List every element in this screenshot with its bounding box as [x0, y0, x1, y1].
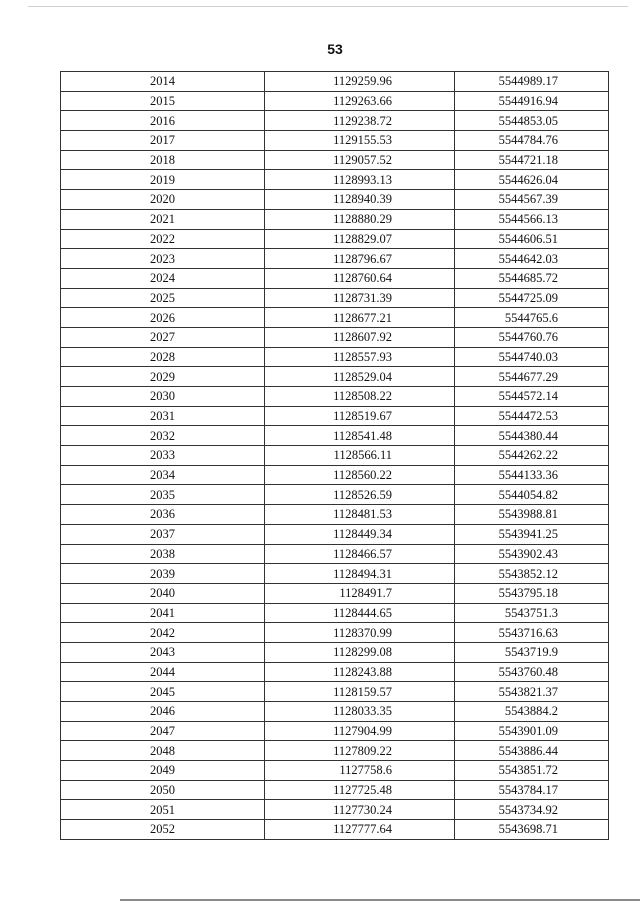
year-cell: 2043	[61, 642, 265, 662]
table-row	[61, 111, 609, 131]
x-coordinate-cell: 1128829.07	[265, 229, 455, 249]
x-coordinate-cell: 1128566.11	[265, 446, 455, 466]
table-row	[61, 642, 609, 662]
y-coordinate-cell: 5543784.17	[455, 780, 609, 800]
year-cell: 2044	[61, 662, 265, 682]
table-row	[61, 603, 609, 623]
x-coordinate-cell: 1129263.66	[265, 91, 455, 111]
table-row	[61, 662, 609, 682]
year-cell: 2026	[61, 308, 265, 328]
y-coordinate-cell: 5543716.63	[455, 623, 609, 643]
table-row	[61, 72, 609, 92]
table-row	[61, 800, 609, 820]
y-coordinate-cell: 5544606.51	[455, 229, 609, 249]
y-coordinate-cell: 5544989.17	[455, 72, 609, 92]
y-coordinate-cell: 5544725.09	[455, 288, 609, 308]
y-coordinate-cell: 5544784.76	[455, 131, 609, 151]
table-row	[61, 367, 609, 387]
table-row	[61, 170, 609, 190]
year-cell: 2035	[61, 485, 265, 505]
table-row	[61, 465, 609, 485]
year-cell: 2034	[61, 465, 265, 485]
table-row	[61, 229, 609, 249]
y-coordinate-cell: 5544380.44	[455, 426, 609, 446]
x-coordinate-cell: 1128880.29	[265, 209, 455, 229]
table-row	[61, 446, 609, 466]
x-coordinate-cell: 1128449.34	[265, 524, 455, 544]
year-cell: 2037	[61, 524, 265, 544]
year-cell: 2031	[61, 406, 265, 426]
year-cell: 2045	[61, 682, 265, 702]
x-coordinate-cell: 1127809.22	[265, 741, 455, 761]
x-coordinate-cell: 1128481.53	[265, 505, 455, 525]
year-cell: 2038	[61, 544, 265, 564]
y-coordinate-cell: 5544685.72	[455, 268, 609, 288]
y-coordinate-cell: 5543901.09	[455, 721, 609, 741]
year-cell: 2030	[61, 387, 265, 407]
y-coordinate-cell: 5543851.72	[455, 761, 609, 781]
y-coordinate-cell: 5544677.29	[455, 367, 609, 387]
year-cell: 2046	[61, 702, 265, 722]
table-row	[61, 249, 609, 269]
year-cell: 2015	[61, 91, 265, 111]
x-coordinate-cell: 1129259.96	[265, 72, 455, 92]
y-coordinate-cell: 5544262.22	[455, 446, 609, 466]
table-row	[61, 190, 609, 210]
table-row	[61, 524, 609, 544]
x-coordinate-cell: 1128796.67	[265, 249, 455, 269]
y-coordinate-cell: 5544133.36	[455, 465, 609, 485]
y-coordinate-cell: 5544054.82	[455, 485, 609, 505]
x-coordinate-cell: 1128159.57	[265, 682, 455, 702]
table-row	[61, 91, 609, 111]
year-cell: 2049	[61, 761, 265, 781]
y-coordinate-cell: 5543886.44	[455, 741, 609, 761]
y-coordinate-cell: 5543760.48	[455, 662, 609, 682]
x-coordinate-cell: 1127904.99	[265, 721, 455, 741]
x-coordinate-cell: 1129057.52	[265, 150, 455, 170]
table-row	[61, 505, 609, 525]
x-coordinate-cell: 1128560.22	[265, 465, 455, 485]
x-coordinate-cell: 1128491.7	[265, 583, 455, 603]
y-coordinate-cell: 5544853.05	[455, 111, 609, 131]
top-rule	[28, 6, 628, 7]
coordinates-table-body	[61, 72, 609, 840]
table-row	[61, 288, 609, 308]
year-cell: 2033	[61, 446, 265, 466]
x-coordinate-cell: 1129238.72	[265, 111, 455, 131]
x-coordinate-cell: 1128993.13	[265, 170, 455, 190]
y-coordinate-cell: 5543821.37	[455, 682, 609, 702]
y-coordinate-cell: 5543941.25	[455, 524, 609, 544]
year-cell: 2050	[61, 780, 265, 800]
x-coordinate-cell: 1128541.48	[265, 426, 455, 446]
x-coordinate-cell: 1128508.22	[265, 387, 455, 407]
y-coordinate-cell: 5543852.12	[455, 564, 609, 584]
y-coordinate-cell: 5544765.6	[455, 308, 609, 328]
year-cell: 2047	[61, 721, 265, 741]
x-coordinate-cell: 1127777.64	[265, 820, 455, 840]
year-cell: 2029	[61, 367, 265, 387]
y-coordinate-cell: 5544566.13	[455, 209, 609, 229]
table-row	[61, 741, 609, 761]
x-coordinate-cell: 1128494.31	[265, 564, 455, 584]
table-row	[61, 544, 609, 564]
table-row	[61, 721, 609, 741]
table-row	[61, 780, 609, 800]
table-row	[61, 564, 609, 584]
year-cell: 2032	[61, 426, 265, 446]
year-cell: 2016	[61, 111, 265, 131]
x-coordinate-cell: 1128519.67	[265, 406, 455, 426]
y-coordinate-cell: 5543751.3	[455, 603, 609, 623]
table-row	[61, 387, 609, 407]
y-coordinate-cell: 5543719.9	[455, 642, 609, 662]
year-cell: 2036	[61, 505, 265, 525]
table-row	[61, 682, 609, 702]
year-cell: 2048	[61, 741, 265, 761]
x-coordinate-cell: 1128529.04	[265, 367, 455, 387]
year-cell: 2021	[61, 209, 265, 229]
year-cell: 2027	[61, 327, 265, 347]
y-coordinate-cell: 5544760.76	[455, 327, 609, 347]
y-coordinate-cell: 5543795.18	[455, 583, 609, 603]
year-cell: 2040	[61, 583, 265, 603]
year-cell: 2025	[61, 288, 265, 308]
table-row	[61, 820, 609, 840]
x-coordinate-cell: 1128940.39	[265, 190, 455, 210]
x-coordinate-cell: 1127730.24	[265, 800, 455, 820]
x-coordinate-cell: 1127725.48	[265, 780, 455, 800]
year-cell: 2020	[61, 190, 265, 210]
coordinates-table	[60, 71, 609, 840]
x-coordinate-cell: 1128557.93	[265, 347, 455, 367]
table-row	[61, 347, 609, 367]
table-row	[61, 268, 609, 288]
y-coordinate-cell: 5544472.53	[455, 406, 609, 426]
year-cell: 2042	[61, 623, 265, 643]
table-row	[61, 761, 609, 781]
table-row	[61, 308, 609, 328]
y-coordinate-cell: 5544626.04	[455, 170, 609, 190]
y-coordinate-cell: 5543698.71	[455, 820, 609, 840]
table-row	[61, 209, 609, 229]
x-coordinate-cell: 1129155.53	[265, 131, 455, 151]
y-coordinate-cell: 5544567.39	[455, 190, 609, 210]
table-row	[61, 583, 609, 603]
year-cell: 2024	[61, 268, 265, 288]
year-cell: 2017	[61, 131, 265, 151]
x-coordinate-cell: 1128243.88	[265, 662, 455, 682]
table-row	[61, 426, 609, 446]
x-coordinate-cell: 1128526.59	[265, 485, 455, 505]
y-coordinate-cell: 5543884.2	[455, 702, 609, 722]
year-cell: 2018	[61, 150, 265, 170]
page-number: 53	[327, 41, 343, 57]
year-cell: 2014	[61, 72, 265, 92]
x-coordinate-cell: 1128370.99	[265, 623, 455, 643]
x-coordinate-cell: 1128466.57	[265, 544, 455, 564]
table-row	[61, 702, 609, 722]
table-row	[61, 485, 609, 505]
y-coordinate-cell: 5543902.43	[455, 544, 609, 564]
year-cell: 2022	[61, 229, 265, 249]
x-coordinate-cell: 1128033.35	[265, 702, 455, 722]
x-coordinate-cell: 1128444.65	[265, 603, 455, 623]
y-coordinate-cell: 5544572.14	[455, 387, 609, 407]
year-cell: 2041	[61, 603, 265, 623]
table-row	[61, 623, 609, 643]
x-coordinate-cell: 1128731.39	[265, 288, 455, 308]
year-cell: 2051	[61, 800, 265, 820]
y-coordinate-cell: 5544740.03	[455, 347, 609, 367]
table-row	[61, 150, 609, 170]
y-coordinate-cell: 5543988.81	[455, 505, 609, 525]
year-cell: 2052	[61, 820, 265, 840]
table-row	[61, 327, 609, 347]
x-coordinate-cell: 1127758.6	[265, 761, 455, 781]
table-row	[61, 406, 609, 426]
x-coordinate-cell: 1128760.64	[265, 268, 455, 288]
bottom-rule	[120, 899, 640, 901]
year-cell: 2039	[61, 564, 265, 584]
x-coordinate-cell: 1128299.08	[265, 642, 455, 662]
table-row	[61, 131, 609, 151]
y-coordinate-cell: 5544642.03	[455, 249, 609, 269]
x-coordinate-cell: 1128607.92	[265, 327, 455, 347]
y-coordinate-cell: 5544721.18	[455, 150, 609, 170]
year-cell: 2019	[61, 170, 265, 190]
y-coordinate-cell: 5544916.94	[455, 91, 609, 111]
x-coordinate-cell: 1128677.21	[265, 308, 455, 328]
y-coordinate-cell: 5543734.92	[455, 800, 609, 820]
year-cell: 2023	[61, 249, 265, 269]
year-cell: 2028	[61, 347, 265, 367]
